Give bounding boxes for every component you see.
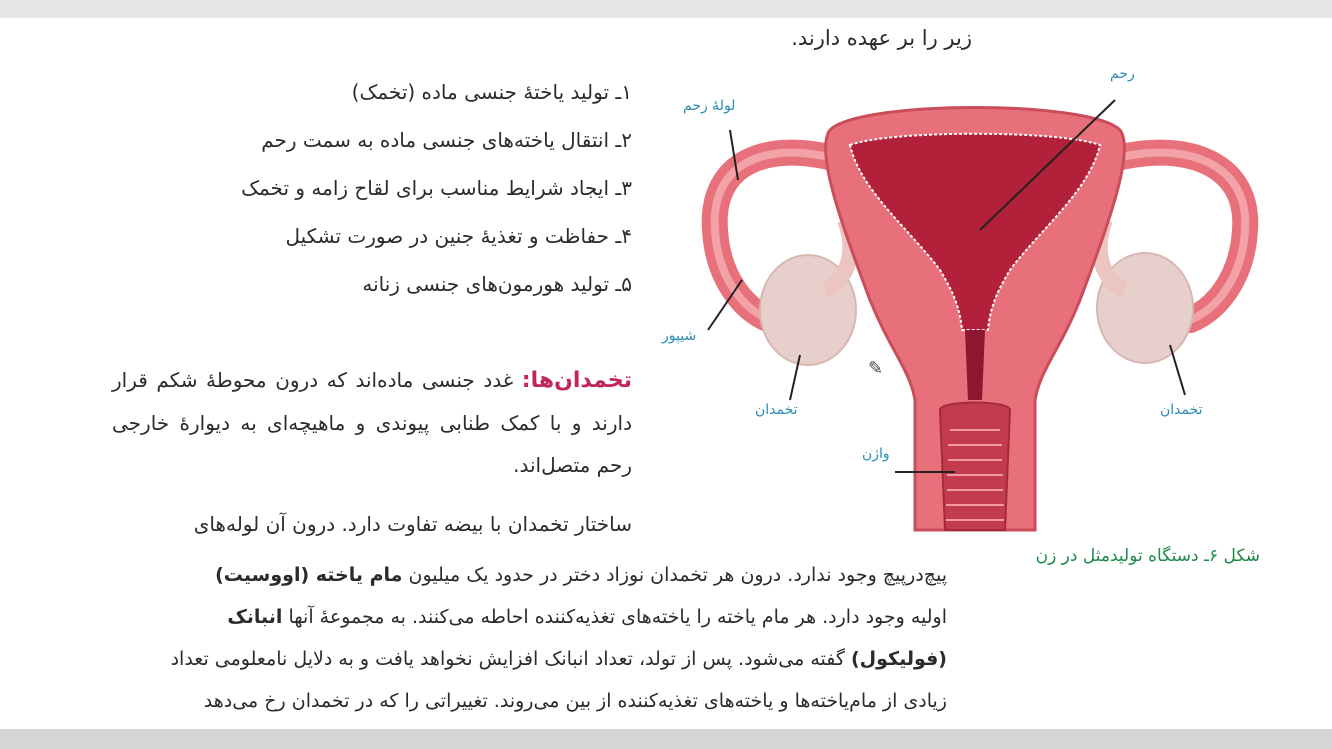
bold-term: (فولیکول)	[850, 648, 947, 670]
vagina-shape	[940, 403, 1010, 531]
ovaries-text: غدد جنسی ماده‌اند که درون محوطهٔ شکم قرار دارند و با کمک طنابی پیوندی و ماهیچه‌ای به دیوارهٔ خارجی رحم متصل‌اند.	[112, 368, 632, 477]
body-text: اولیه وجود دارد. هر مام یاخته را یاخته‌های تغذیه‌کننده احاطه می‌کنند. به مجموعهٔ آنها	[282, 606, 947, 628]
ovary-right-label: تخمدان	[1160, 402, 1203, 418]
list-item: ۴ـ حفاظت و تغذیهٔ جنین در صورت تشکیل	[285, 224, 632, 248]
function-list	[241, 68, 632, 308]
reproductive-system-illustration	[690, 70, 1300, 535]
ovaries-paragraph	[112, 359, 632, 486]
bold-term: انبانک	[227, 606, 283, 628]
figure-caption: شکل ۶ـ دستگاه تولیدمثل در زن	[1035, 546, 1260, 566]
vagina-label: واژن	[862, 446, 890, 462]
document-page	[0, 18, 1332, 729]
bottom-bar	[0, 729, 1332, 749]
pencil-cursor-icon: ✎	[868, 358, 884, 379]
body-text: گفته می‌شود. پس از تولد، تعداد انبانک افزایش نخواهد یافت و به دلایل نامعلومی تعداد	[170, 648, 851, 670]
top-bar	[0, 0, 1332, 18]
body-line	[203, 680, 947, 722]
body-line	[215, 554, 947, 596]
ovaries-term: تخمدان‌ها:	[521, 368, 632, 393]
uterus-label: رحم	[1110, 66, 1135, 82]
list-item: ۲ـ انتقال یاخته‌های جنسی ماده به سمت رحم	[261, 128, 632, 152]
fallopian-tube-label: لولهٔ رحم	[683, 98, 736, 114]
body-text: زیادی از مام‌یاخته‌ها و یاخته‌های تغذیه‌کننده از بین می‌روند. تغییراتی را که در تخمدان رخ می‌دهد	[203, 690, 947, 712]
list-item: ۳ـ ایجاد شرایط مناسب برای لقاح زامه و تخمک	[241, 176, 632, 200]
body-line	[170, 638, 947, 680]
body-line	[227, 596, 947, 638]
list-item: ۱ـ تولید یاختهٔ جنسی ماده (تخمک)	[351, 80, 632, 104]
cervical-canal	[965, 330, 985, 400]
body-paragraph	[170, 554, 947, 722]
structure-line: ساختار تخمدان با بیضه تفاوت دارد. درون آن لوله‌های	[193, 512, 632, 536]
bold-term: مام یاخته (اووسیت)	[215, 564, 403, 586]
intro-line: زیر را بر عهده دارند.	[791, 26, 972, 50]
list-item: ۵ـ تولید هورمون‌های جنسی زنانه	[362, 272, 632, 296]
body-text: پیچ‌درپیچ وجود ندارد. درون هر تخمدان نوزاد دختر در حدود یک میلیون	[402, 564, 947, 586]
fimbriae-label: شیپور	[662, 328, 697, 344]
ovary-left-label: تخمدان	[755, 402, 798, 418]
